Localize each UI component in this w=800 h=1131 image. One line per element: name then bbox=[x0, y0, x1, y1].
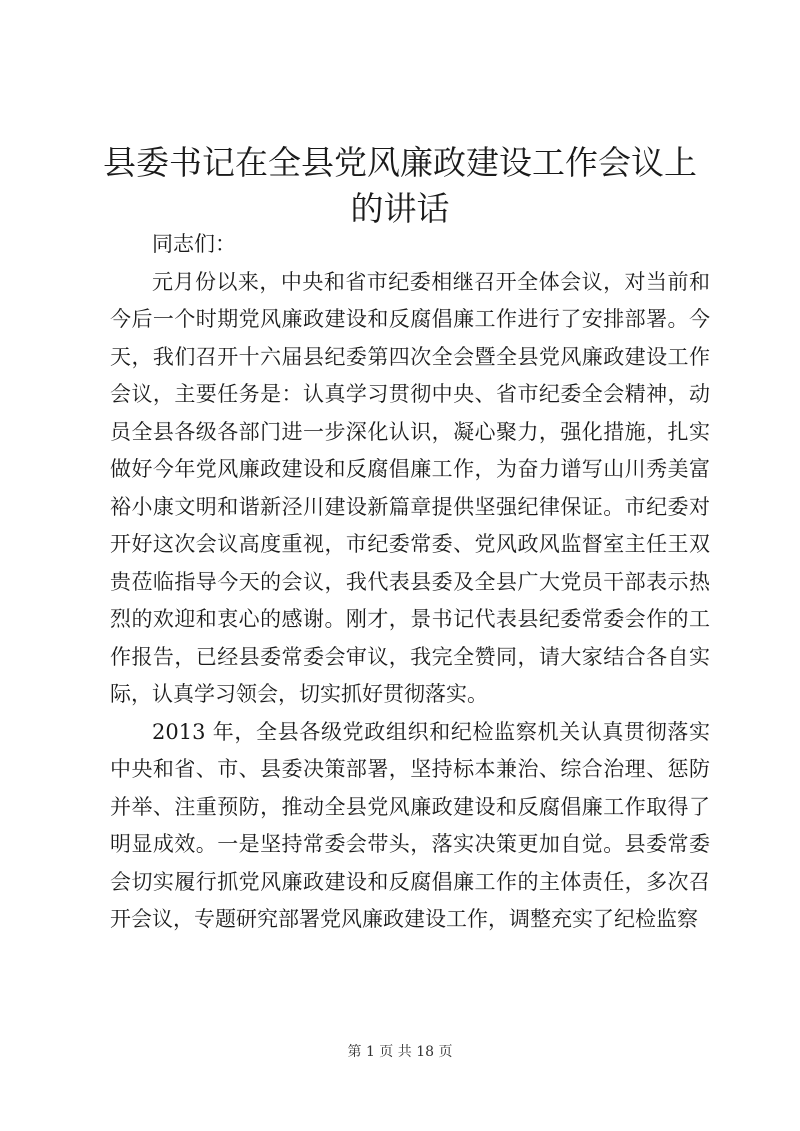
paragraph: 2013 年，全县各级党政组织和纪检监察机关认真贯彻落实中央和省、市、县委决策部署，坚持标本兼治、综合治理、惩防并举、注重预防，推动全县党风廉政建设和反腐倡廉工作取得了明显成效。一是坚持常委会带头，落实决策更加自觉。县委常委会切实履行抓党风廉政建设和反腐倡廉工作的主体责任，多次召开会议，专题研究部署党风廉政建设工作，调整充实了纪检监察 bbox=[110, 719, 710, 931]
document-title: 县委书记在全县党风廉政建设工作会议上的讲话 bbox=[103, 143, 697, 228]
salutation: 同志们： bbox=[152, 232, 236, 256]
paragraph: 元月份以来，中央和省市纪委相继召开全体会议，对当前和今后一个时期党风廉政建设和反腐倡廉工作进行了安排部署。今天，我们召开十六届县纪委第四次全会暨全县党风廉政建设工作会议，主要任务是：认真学习贯彻中央、省市纪委全会精神，动员全县各级各部门进一步深化认识，凝心聚力，强化措施，扎实做好今年党风廉政建设和反腐倡廉工作，为奋力谱写山川秀美富裕小康文明和谐新泾川建设新篇章提供坚强纪律保证。市纪委对开好这次会议高度重视，市纪委常委、党风政风监督室主任王双贵莅临指导今天的会议，我代表县委及全县广大党员干部表示热烈的欢迎和衷心的感谢。刚才，景书记代表县纪委常委会作的工作报告，已经县委常委会审议，我完全赞同，请大家结合各自实际，认真学习领会，切实抓好贯彻落实。 bbox=[110, 269, 710, 706]
page-number-footer: 第 1 页 共 18 页 bbox=[347, 1044, 453, 1060]
document-body bbox=[110, 226, 710, 939]
